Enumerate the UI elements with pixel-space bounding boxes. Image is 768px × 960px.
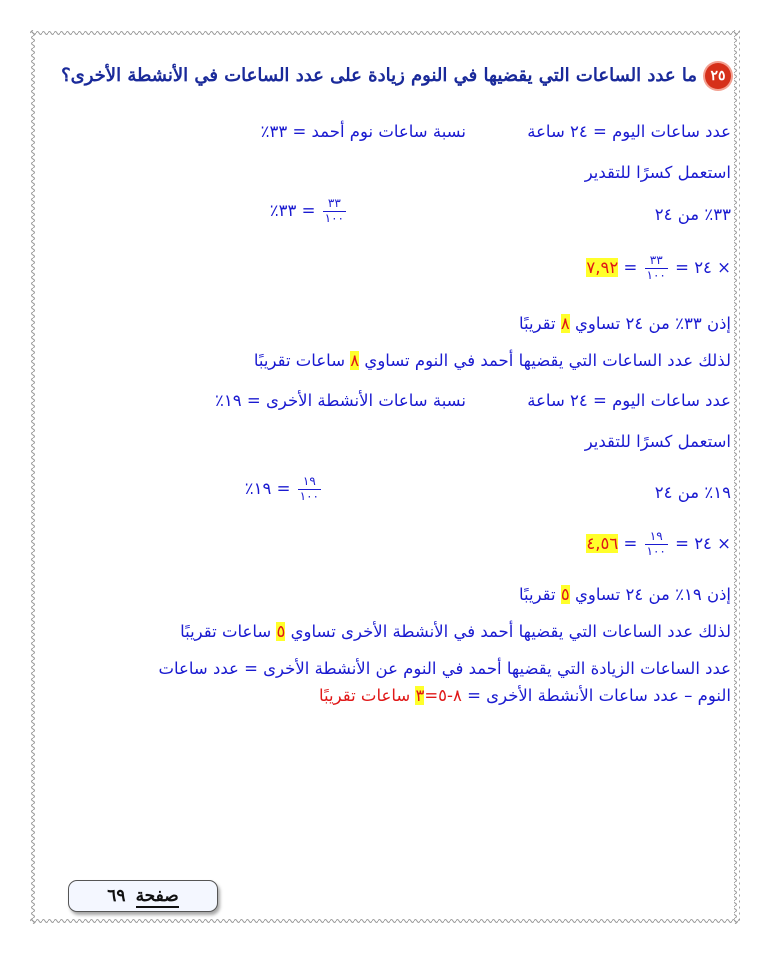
final-line-2: النوم – عدد ساعات الأنشطة الأخرى = ٨-٥=٣ ساعات تقريبًا bbox=[319, 686, 731, 705]
question-text: ما عدد الساعات التي يقضيها في النوم زيادة على عدد الساعات في الأنشطة الأخرى؟ bbox=[61, 65, 697, 86]
sleep-conclusion: لذلك عدد الساعات التي يقضيها أحمد في النوم تساوي ٨ ساعات تقريبًا bbox=[253, 351, 731, 370]
other-fraction-equation bbox=[245, 475, 323, 504]
other-conclusion: لذلك عدد الساعات التي يقضيها أحمد في الأنشطة الأخرى تساوي ٥ ساعات تقريبًا bbox=[180, 622, 731, 641]
sleep-use-fraction: استعمل كسرًا للتقدير bbox=[584, 163, 731, 182]
other-percent-of: ١٩٪ من ٢٤ bbox=[654, 483, 731, 502]
other-mult-fraction: $\frac{١٩}{١٠٠}$ bbox=[646, 529, 666, 558]
sleep-approx-value: ٨ bbox=[560, 314, 570, 333]
sleep-multiplication: × ٢٤ = $\frac{٣٣}{١٠٠}$ = ٧,٩٢ bbox=[586, 253, 731, 282]
sleep-fraction-equation bbox=[270, 197, 348, 226]
sleep-percent-eq: = ٣٣٪ bbox=[269, 200, 316, 220]
other-hours-day: عدد ساعات اليوم = ٢٤ ساعة bbox=[527, 391, 731, 410]
other-fraction: $\frac{١٩}{١٠٠}$ bbox=[299, 474, 319, 503]
other-conclusion-value: ٥ bbox=[276, 622, 286, 641]
other-approx: إذن ١٩٪ من ٢٤ تساوي ٥ تقريبًا bbox=[518, 585, 731, 604]
sleep-result: ٧,٩٢ bbox=[586, 257, 619, 277]
final-calc: ٨-٥= bbox=[424, 686, 462, 705]
final-answer: ٣ bbox=[415, 686, 425, 705]
other-use-fraction: استعمل كسرًا للتقدير bbox=[584, 432, 731, 451]
sleep-hours-day: عدد ساعات اليوم = ٢٤ ساعة bbox=[527, 122, 731, 141]
sleep-approx: إذن ٣٣٪ من ٢٤ تساوي ٨ تقريبًا bbox=[518, 314, 731, 333]
sleep-ratio: نسبة ساعات نوم أحمد = ٣٣٪ bbox=[260, 122, 466, 141]
sleep-fraction: $\frac{٣٣}{١٠٠}$ bbox=[324, 196, 344, 225]
page-number-badge bbox=[68, 880, 218, 912]
page-word: صفحة bbox=[135, 886, 179, 906]
sleep-mult-fraction: $\frac{٣٣}{١٠٠}$ bbox=[646, 253, 666, 282]
page-number: ٦٩ bbox=[107, 886, 126, 906]
sleep-conclusion-value: ٨ bbox=[350, 351, 360, 370]
final-line-1: عدد الساعات الزيادة التي يقضيها أحمد في النوم عن الأنشطة الأخرى = عدد ساعات bbox=[158, 659, 731, 678]
other-percent-eq: = ١٩٪ bbox=[244, 478, 291, 498]
other-result: ٤,٥٦ bbox=[586, 533, 619, 553]
sleep-percent-of: ٣٣٪ من ٢٤ bbox=[654, 205, 731, 224]
final-unit: ساعات تقريبًا bbox=[319, 686, 411, 705]
other-multiplication: × ٢٤ = $\frac{١٩}{١٠٠}$ = ٤,٥٦ bbox=[586, 529, 731, 558]
question-number-badge: ٢٥ bbox=[705, 63, 731, 89]
question-header bbox=[61, 63, 731, 89]
other-approx-value: ٥ bbox=[560, 585, 570, 604]
other-ratio: نسبة ساعات الأنشطة الأخرى = ١٩٪ bbox=[215, 391, 466, 410]
